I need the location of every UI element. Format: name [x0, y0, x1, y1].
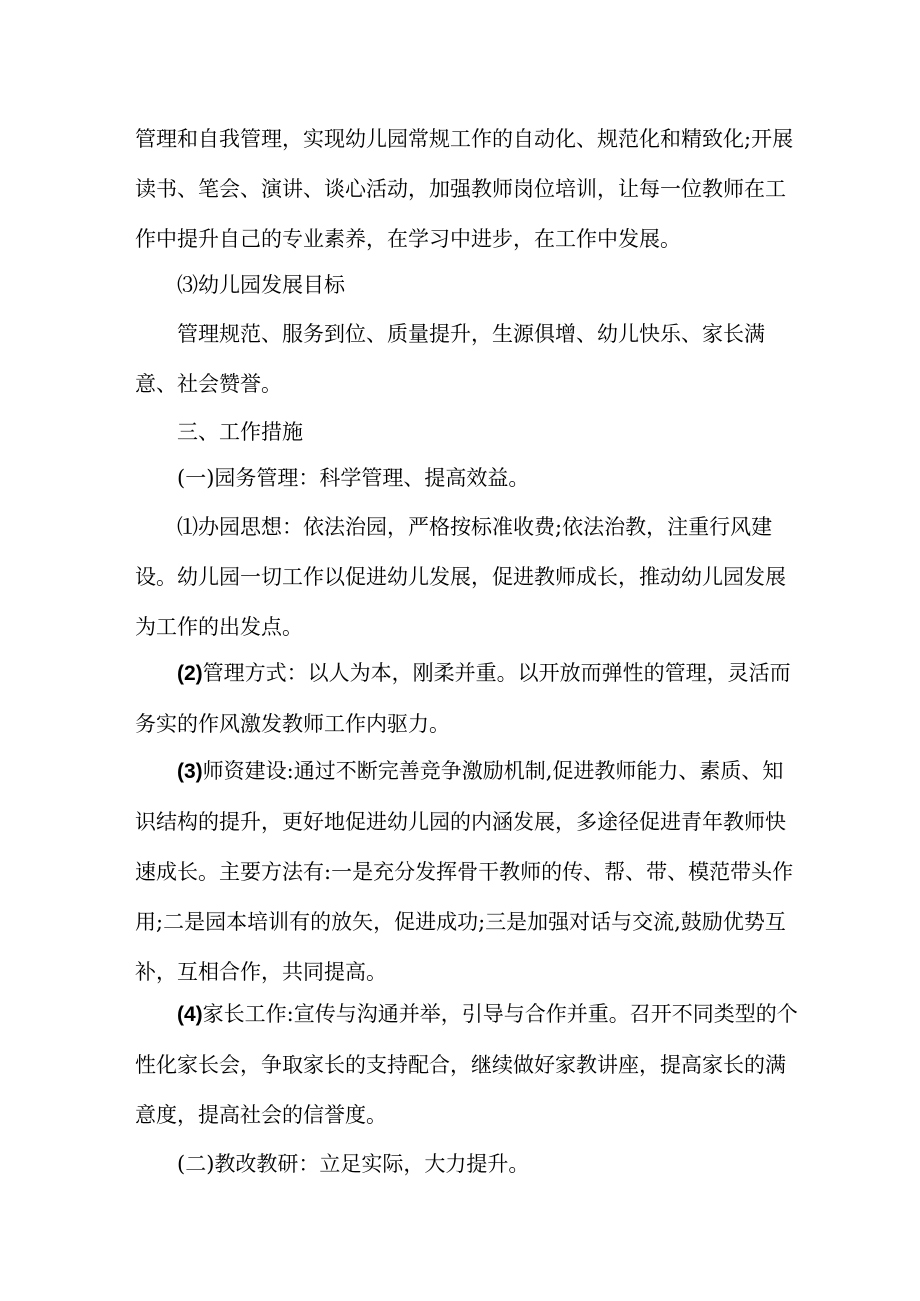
heading-kindergarten-goals: ⑶幼儿园发展目标: [177, 273, 345, 297]
paragraph-teacher-development: [135, 746, 801, 997]
paragraph-philosophy: ⑴办园思想：依法治园，严格按标准收费;依法治教，注重行风建设。幼儿园一切工作以促进幼儿发展，促进教师成长，推动幼儿园发展为工作的出发点。: [135, 515, 786, 639]
item-text: 师资建设:通过不断完善竞争激励机制,促进教师能力、素质、知识结构的提升，更好地促进幼儿园的内涵发展，多途径促进青年教师快速成长。主要方法有:一是充分发挥骨干教师的传、帮、带、模范带头作用;二是园本培训有的放矢，促进成功;三是加强对话与交流,鼓励优势互补，互相合作，共同提高。: [135, 759, 794, 984]
item-text: 家长工作:宣传与沟通并举，引导与合作并重。召开不同类型的个性化家长会，争取家长的支持配合，继续做好家教讲座，提高家长的满意度，提高社会的信誉度。: [135, 1002, 798, 1127]
item-number: (3): [177, 760, 203, 783]
item-number: (2): [177, 662, 203, 685]
paragraph-management-continued: 管理和自我管理，实现幼儿园常规工作的自动化、规范化和精致化;开展读书、笔会、演讲、谈心活动，加强教师岗位培训，让每一位教师在工作中提升自己的专业素养，在学习中进步，在工作中发展。: [135, 127, 794, 251]
heading-work-measures: 三、工作措施: [177, 420, 303, 444]
heading-administration: (一)园务管理：科学管理、提高效益。: [177, 466, 530, 490]
heading-teaching-research: (二)教改教研：立足实际，大力提升。: [177, 1152, 530, 1176]
paragraph-management-method: [135, 648, 801, 749]
paragraph-parent-work: [135, 989, 801, 1140]
item-text: 管理方式：以人为本，刚柔并重。以开放而弹性的管理，灵活而务实的作风激发教师工作内驱力。: [135, 661, 791, 736]
item-number: (4): [177, 1003, 203, 1026]
paragraph-goals: 管理规范、服务到位、质量提升，生源俱增、幼儿快乐、家长满意、社会赞誉。: [135, 322, 765, 396]
